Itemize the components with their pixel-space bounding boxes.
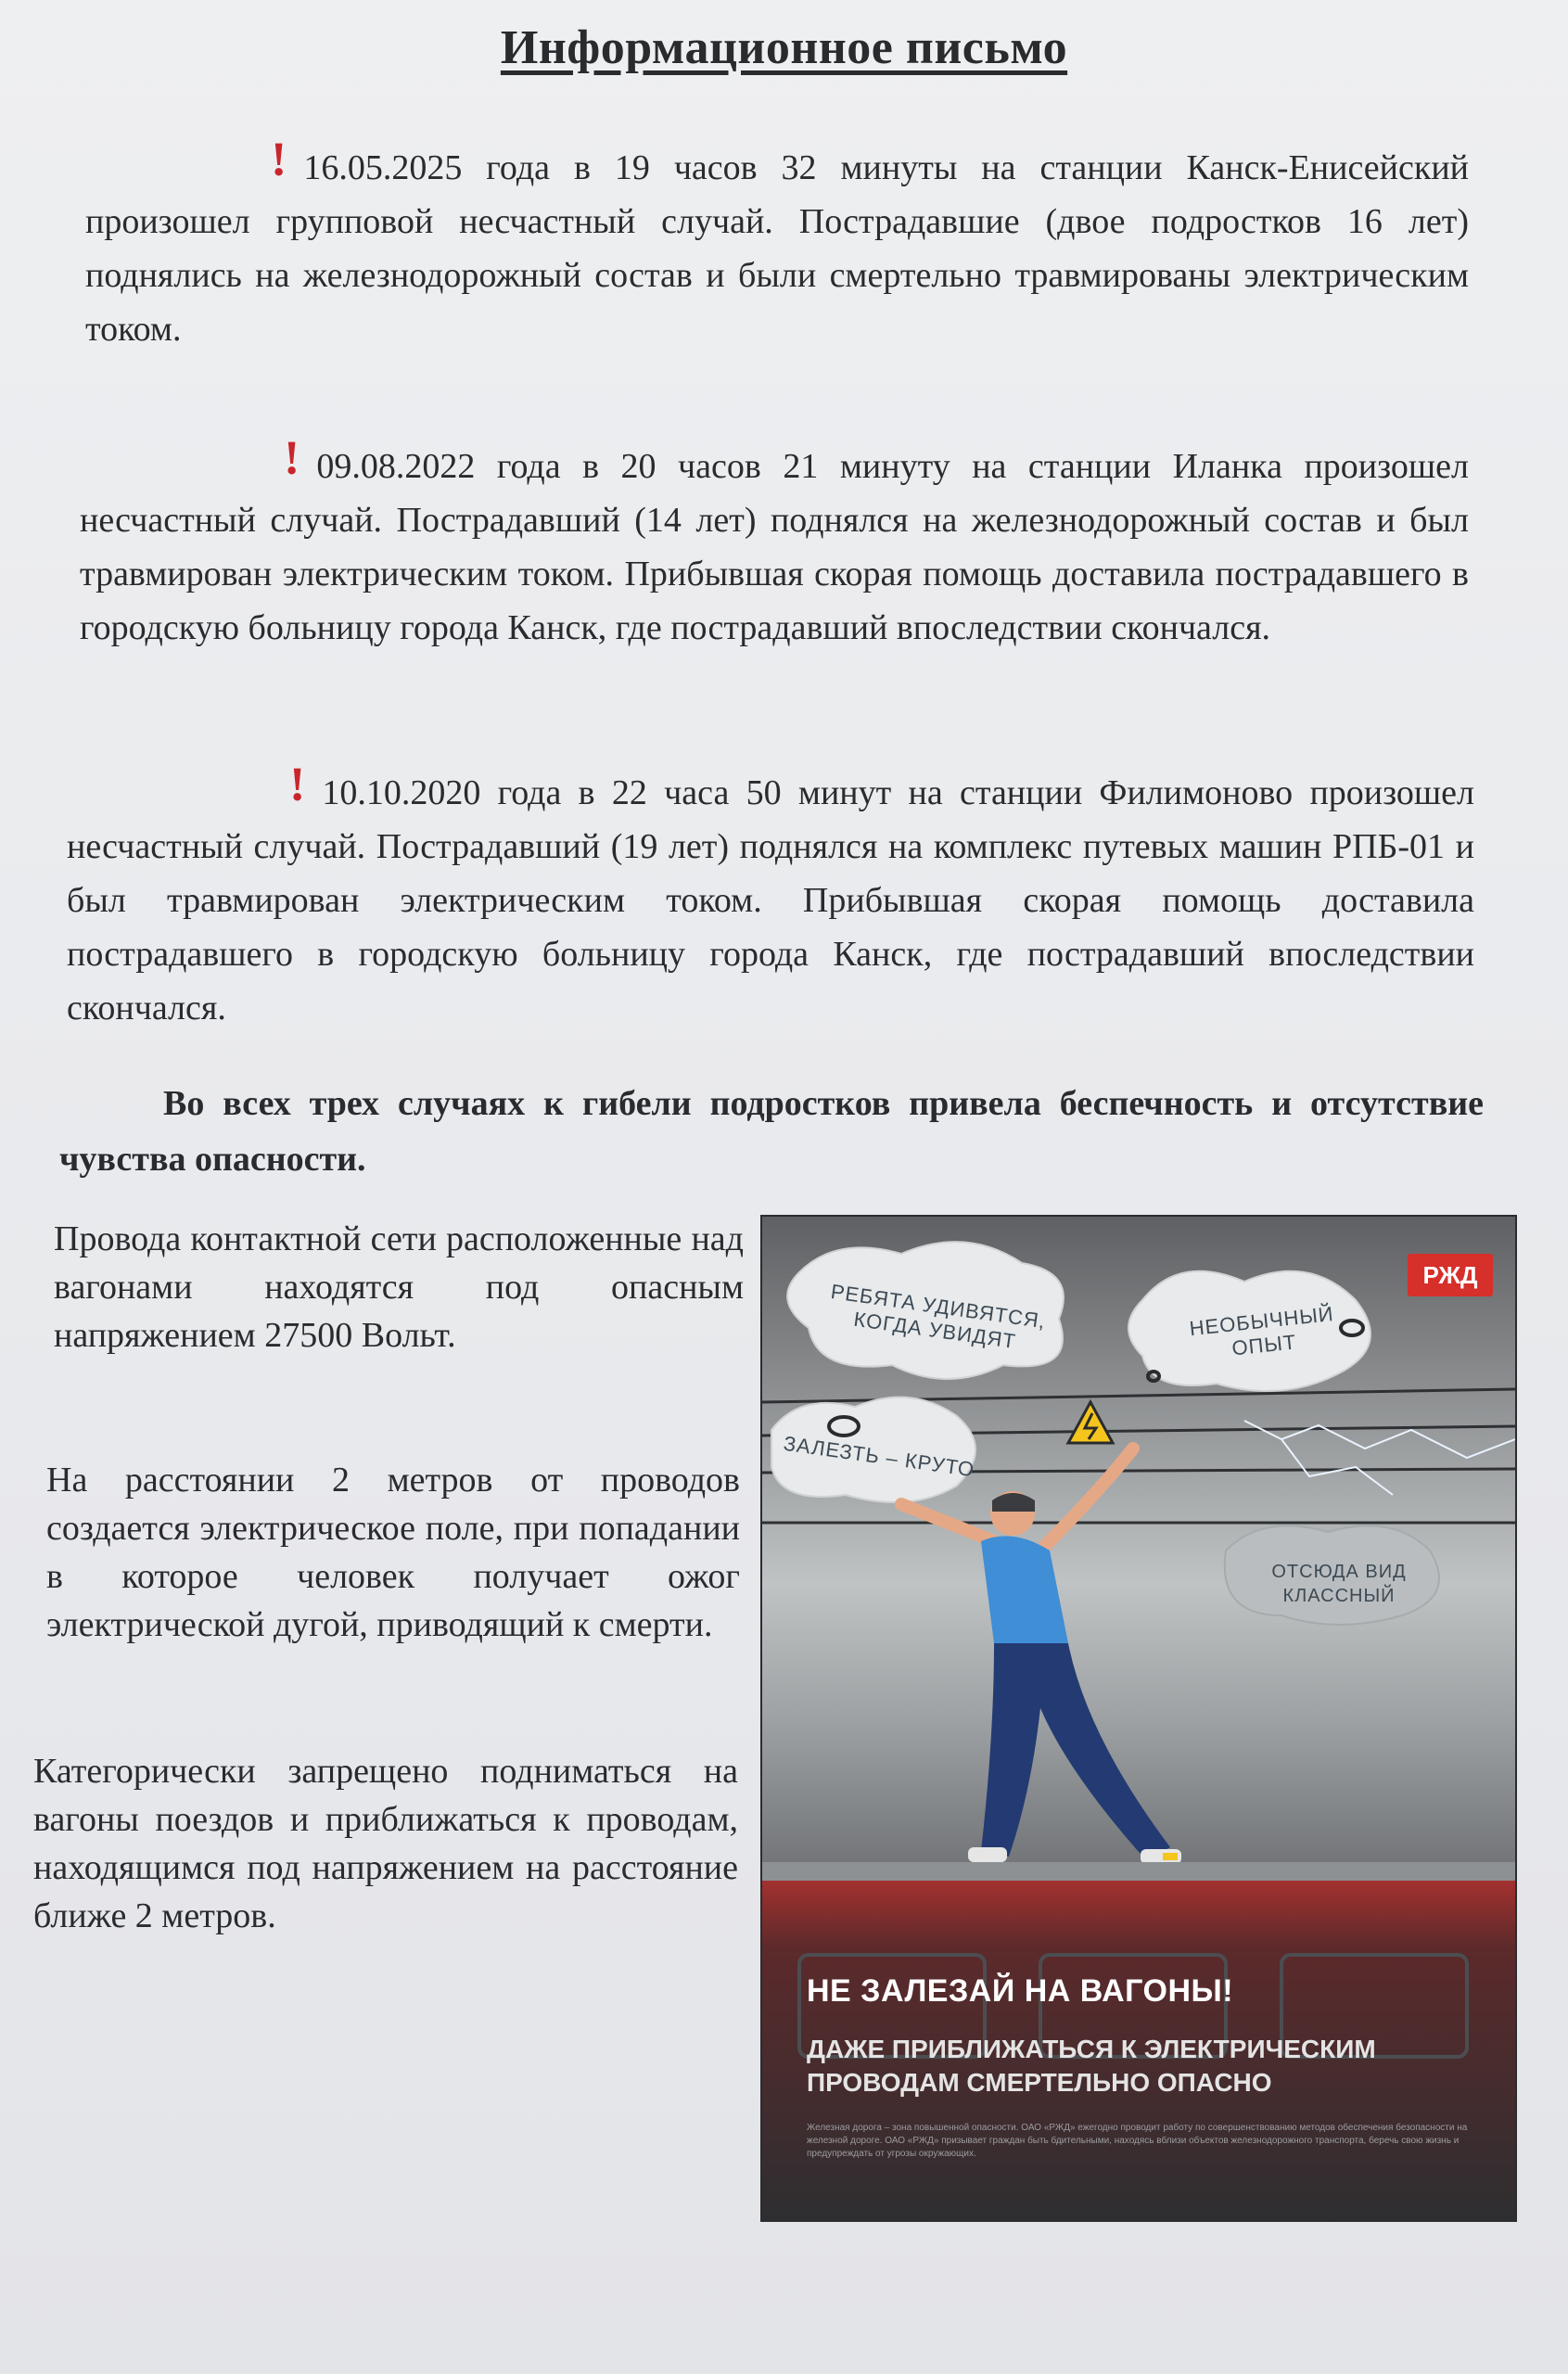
incident-text-3: 10.10.2020 года в 22 часа 50 минут на станции Филимоново произошел несчастный случай. Пострадавший (19 лет) поднялся на комплекс путевых машин РПБ-01 и был травмирован электрическим током. Прибывшая скорая помощь доставила пострадавшего в городскую больницу города Канск, где пострадавший впоследствии скончался. [67,773,1474,1027]
exclamation-icon: ! [284,432,300,485]
poster-subheadline: ДАЖЕ ПРИБЛИЖАТЬСЯ К ЭЛЕКТРИЧЕСКИМ ПРОВОДАМ СМЕРТЕЛЬНО ОПАСНО [807,2035,1376,2097]
rzd-logo: РЖД [1408,1254,1493,1296]
incident-paragraph-2 [80,432,1469,655]
incident-paragraph-1 [85,134,1469,356]
warning-voltage: Провода контактной сети расположенные над вагонами находятся под опасным напряжением 27500 Вольт. [54,1219,744,1355]
incident-paragraph-3 [67,759,1474,1035]
safety-poster [762,1217,1515,2220]
bubble-text-surprise: РЕБЯТА УДИВЯТСЯ, КОГДА УВИДЯТ [829,1279,1048,1354]
poster-fine-print: Железная дорога – зона повышенной опасности. ОАО «РЖД» ежегодно проводит работу по совершенствованию методов обеспечения безопасности на железной дороге. ОАО «РЖД» призывает граждан быть бдительными, находясь вблизи объектов железнодорожного транспорта, беречь свою жизнь и предупреждать от угрозы окружающих. [807,2123,1468,2159]
poster-headline: НЕ ЗАЛЕЗАЙ НА ВАГОНЫ! [807,1973,1234,2009]
exclamation-icon: ! [289,759,306,811]
bubble-text-view: ОТСЮДА ВИД КЛАССНЫЙ [1271,1562,1407,1606]
incident-text-2: 09.08.2022 года в 20 часов 21 минуту на станции Иланка произошел несчастный случай. Пострадавший (14 лет) поднялся на железнодорожный состав и был травмирован электрическим током. Прибывшая скорая помощь доставила пострадавшего в городскую больницу города Канск, где пострадавший впоследствии скончался. [80,447,1469,647]
wagon-roof [762,1862,1515,1881]
bubble-text-experience: НЕОБЫЧНЫЙ ОПЫТ [1188,1301,1335,1360]
warning-prohibition: Категорически запрещено подниматься на вагоны поездов и приближаться к проводам, находящимся под напряжением на расстояние ближе 2 метров. [33,1752,738,1935]
warning-electric-field: На расстоянии 2 метров от проводов создается электрическое поле, при попадании в которое человек получает ожог электрической дугой, приводящий к смерти. [46,1461,740,1644]
letter-title: Информационное письмо [500,21,1068,74]
conclusion-text: Во всех трех случаях к гибели подростков привела беспечность и отсутствие чувства опасности. [59,1084,1484,1179]
bubble-text-cool: ЗАЛЕЗТЬ – КРУТО [782,1431,976,1482]
exclamation-icon: ! [271,134,287,186]
incident-text-1: 16.05.2025 года в 19 часов 32 минуты на станции Канск-Енисейский произошел групповой несчастный случай. Пострадавшие (двое подростков 16 лет) поднялись на железнодорожный состав и были смертельно травмированы электрическим током. [85,148,1469,349]
